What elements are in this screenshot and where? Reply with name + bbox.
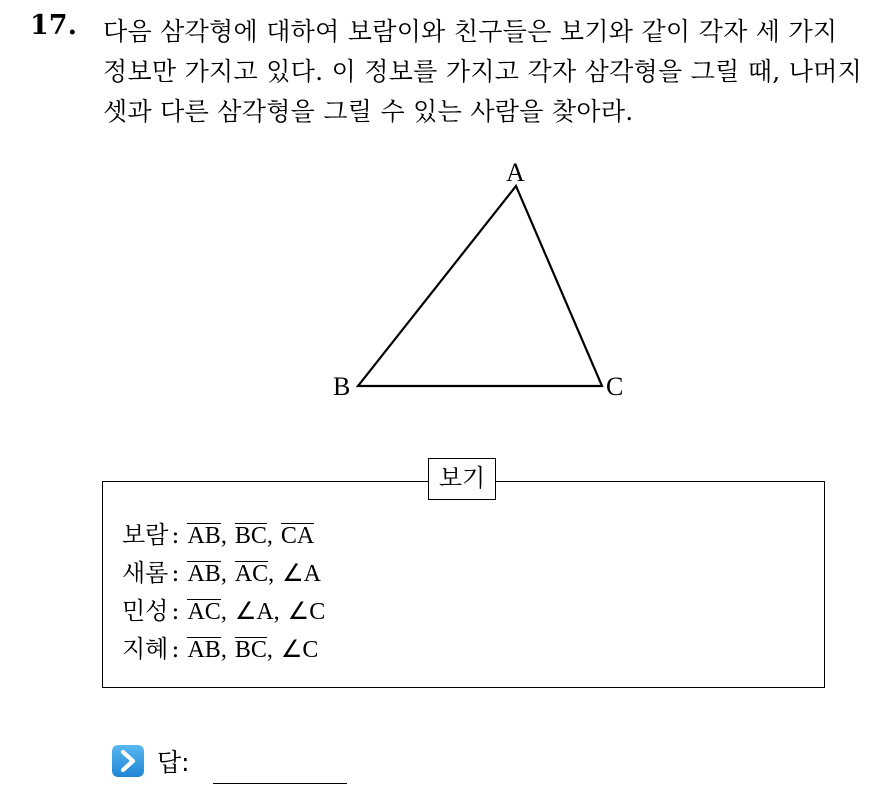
triangle-abc [358,186,602,386]
segment-notation: AB [187,523,221,549]
bogi-title: 보기 [428,458,496,500]
segment-notation: AB [187,637,221,663]
angle-notation: ∠A [234,599,274,625]
person-name: 지혜 [122,635,169,663]
angle-notation: ∠C [287,599,326,625]
bogi-row: 지혜 : AB, BC, ∠C [122,629,318,664]
person-name: 보람 [122,521,169,549]
segment-notation: AC [187,599,221,625]
vertex-label-b: B [333,372,351,401]
person-name: 새롬 [122,559,169,587]
question-number: 17. [30,10,77,41]
segment-notation: AB [187,561,221,587]
question-line-2: 정보만 가지고 있다. 이 정보를 가지고 각자 삼각형을 그릴 때, 나머지 [103,57,863,86]
bogi-row: 보람 : AB, BC, CA [122,515,314,550]
segment-notation: CA [280,523,315,549]
segment-notation: BC [234,523,267,549]
bogi-row: 민성 : AC, ∠A, ∠C [122,591,325,626]
angle-notation: ∠A [282,561,322,587]
question-line-3: 셋과 다른 삼각형을 그릴 수 있는 사람을 찾아라. [103,97,634,126]
chevron-right-icon [112,745,144,777]
question-line-1: 다음 삼각형에 대하여 보람이와 친구들은 보기와 같이 각자 세 가지 [103,17,838,46]
vertex-label-a: A [506,158,525,187]
bogi-row: 새롬 : AB, AC, ∠A [122,553,321,588]
angle-notation: ∠C [280,637,319,663]
segment-notation: AC [234,561,269,587]
answer-blank[interactable] [213,783,347,784]
answer-label: 답: [157,748,190,777]
vertex-label-c: C [606,372,624,401]
segment-notation: BC [234,637,267,663]
person-name: 민성 [122,597,169,625]
